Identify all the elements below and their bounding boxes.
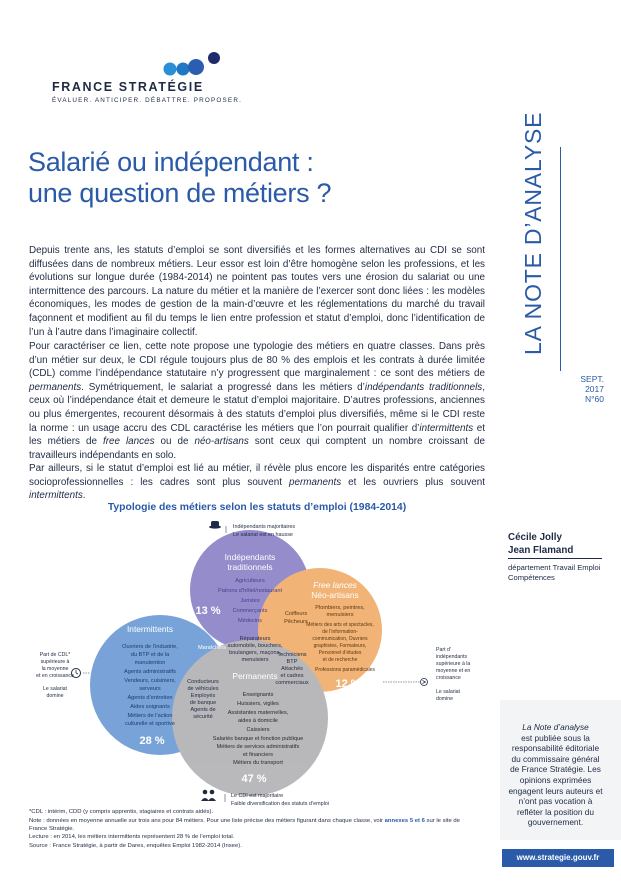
label-freelances-1: Free lances <box>313 580 357 590</box>
job-perm-3: Assistantes maternelles, <box>227 710 289 716</box>
overlap-int-perm-6: sécurité <box>193 714 213 720</box>
overlap-int-perm-3: Employés <box>190 693 216 699</box>
hat-icon <box>209 521 221 529</box>
intro-paragraph-2: Pour caractériser ce lien, cette note propose une typologie des métiers en quatre classes. Dans près d’un métier sur deux, le CDI régule toujours plus de 80 % des emplois et les contrats à durée limitée (CDL) comme l’indépendance statutaire n’y progressent que marginalement : ce sont des métiers de permanents. Symétriquement, le salariat a progressé dans les métiers d’indépendants traditionnels, ceux où l’indépendance était et demeure le statut d’emploi majoritaire. D’autres professions, anciennes ou plus émergentes, recourent désormais à des statuts d’emploi plus diversifiés, même si le CDI reste la norme : un usage accru des CDL caractérise les métiers que l’on pourrait qualifier d’intermittents et les métiers de free lances ou de néo-artisans sont ceux qui comptent un nombre croissant de travailleurs indépendants en solo. <box>29 341 486 461</box>
series-label: LA NOTE D’ANALYSE <box>520 111 546 355</box>
footnote-cdl: *CDL : intérim, CDD (y compris apprentis, stagiaires et contrats aidés). <box>29 809 214 815</box>
title-line-1: Salarié ou indépendant : <box>28 147 314 177</box>
job-free-9: Professions paramédicales <box>314 667 376 673</box>
job-int-8: Aides soignants <box>130 704 170 710</box>
footnote-reading: Lecture : en 2014, les métiers intermittents représentent 28 % de l’emploi total. <box>29 834 235 840</box>
job-perm-9: Métiers du transport <box>233 760 283 766</box>
job-free-7: Personnel d’études <box>318 650 362 656</box>
share-freelances: 12 % <box>335 678 361 690</box>
label-permanents: Permanents <box>232 671 278 681</box>
job-free-8: et de recherche <box>322 657 358 663</box>
job-perm-8: et financiers <box>242 752 274 758</box>
job-ind-4: Commerçants <box>232 608 268 614</box>
legend-free-1: Part d’ <box>436 647 451 653</box>
editorial-note-title: La Note d’analyse <box>522 722 589 732</box>
center-3: boulangers, maçons, <box>229 650 281 656</box>
people-icon <box>201 790 216 801</box>
authors <box>508 532 603 557</box>
website-link[interactable]: www.strategie.gouv.fr <box>502 849 614 867</box>
department-line-1: département Travail Emploi <box>508 563 601 572</box>
footnote-note: Note : données en moyenne annuelle sur trois ans pour 84 métiers. Pour une liste précise des métiers figurant dans chaque classe, voir annexes 5 et 6 sur le site de France Stratégie. <box>29 818 460 833</box>
intro-paragraph-3: Par ailleurs, si le statut d’emploi est lié au métier, il révèle plus encore les disparités entre catégories socioprofessionnelles : les cadres sont plus souvent permanents et les ouvriers plus souvent intermittents. <box>29 463 485 502</box>
job-int-9: Métiers de l’action <box>127 713 173 719</box>
job-perm-7: Métiers de services administratifs <box>216 744 300 750</box>
arrow-icon <box>421 679 428 686</box>
job-perm-5: Caissiers <box>246 727 270 733</box>
legend-int-6: domine <box>46 693 64 699</box>
annexes-link[interactable]: annexes 5 et 6 <box>384 818 425 824</box>
job-perm-6: Salariés banque et fonction publique <box>212 736 304 742</box>
legend-ind-1: Indépendants majoritaires <box>233 524 296 530</box>
legend-free-2: indépendants <box>436 654 468 660</box>
typology-diagram <box>0 515 500 815</box>
issue-month: SEPT. <box>580 374 604 384</box>
logo-dot-1 <box>164 63 177 76</box>
job-perm-2: Huissiers, vigiles <box>237 701 279 707</box>
job-int-7: Agents d’entretien <box>127 695 173 701</box>
share-intermittents: 28 % <box>139 735 165 747</box>
legend-free-7: domine <box>436 696 454 702</box>
job-ind-1: Agriculteurs <box>235 578 265 584</box>
overlap-int-perm-2: de véhicules <box>187 686 219 692</box>
job-perm-1: Enseignants <box>242 692 274 698</box>
job-int-10: culturelle et sportive <box>125 721 175 727</box>
series-rule <box>560 147 561 371</box>
job-int-5: Vendeurs, cuisiniers, <box>124 678 176 684</box>
job-free-2: menuisiers <box>326 612 354 618</box>
intro-paragraph-1: Depuis trente ans, les statuts d’emploi se sont diversifiés et les formes alternatives au CDI se sont diffusées dans de nombreux métiers. Leur essor est loin d’être homogène selon les professions, et les évolutions sur longue durée (1984-2014) ne pointent pas toutes vers une érosion du salariat ou une intermittence des parcours. La nature du métier et la manière de l’exercer sont donc liées : les modèles économiques, les modes de gestion de la main-d’œuvre et les réglementations du marché du travail façonnent et modifient au fil du temps le lien entre profession et statut d’emploi, donc l’identification de l’un à l’autre dans l’imaginaire collectif. <box>29 245 485 338</box>
legend-perm-2: Faible diversification des statuts d’emploi <box>231 801 329 807</box>
legend-ind-2: Le salariat est en hausse <box>233 532 293 538</box>
logo-dot-2 <box>177 63 190 76</box>
job-int-4: Agents administratifs <box>124 669 176 675</box>
center-2: automobile, bouchers, <box>227 643 283 649</box>
job-ind-2: Patrons d’hôtel/restaurant <box>217 588 283 594</box>
legend-int-5: Le salariat <box>43 686 67 692</box>
job-int-6: serveurs <box>139 686 161 692</box>
issue-info <box>566 374 604 404</box>
logo-dot-4 <box>208 52 220 64</box>
label-independants-2: traditionnels <box>227 562 273 572</box>
label-independants-1: Indépendants <box>224 552 276 562</box>
overlap-int-perm-4: de banque <box>189 700 217 706</box>
overlap-ind-free-2: Pêcheurs <box>284 619 308 625</box>
page-title <box>28 147 508 209</box>
legend-int-1: Part de CDL* <box>39 652 71 658</box>
department-line-2: Compétences <box>508 572 555 582</box>
legend-free-5: croissance <box>436 675 461 681</box>
overlap-perm-free-5: commerciaux <box>275 680 309 686</box>
issue-year: 2017 <box>585 384 604 394</box>
label-freelances-2: Néo-artisans <box>311 590 359 600</box>
overlap-perm-free-2: BTP <box>286 659 298 665</box>
editorial-note-text: est publiée sous la responsabilité éditoriale du commissaire général de France Stratégie. Les opinions exprimées engagent leurs auteurs et n’ont pas vocation à refléter la position du gouvernement. <box>508 732 603 828</box>
issue-number: N°60 <box>585 394 604 404</box>
overlap-int-perm-5: Agents de <box>190 707 216 713</box>
diagram-title: Typologie des métiers selon les statuts d’emploi (1984-2014) <box>107 502 407 513</box>
share-independants: 13 % <box>195 605 221 617</box>
job-int-1: Ouvriers de l’industrie, <box>122 644 178 650</box>
legend-int-2: supérieure à <box>40 659 70 665</box>
brand-name: FRANCE STRATÉGIE <box>52 80 204 94</box>
label-intermittents: Intermittents <box>126 624 174 634</box>
job-free-1: Plombiers, peintres, <box>315 605 365 611</box>
brand-tagline: ÉVALUER. ANTICIPER. DÉBATTRE. PROPOSER. <box>52 97 243 104</box>
job-ind-5: Médecins <box>238 618 262 624</box>
department <box>508 563 603 582</box>
job-int-3: manutention <box>134 660 166 666</box>
legend-free-6: Le salariat <box>436 689 460 695</box>
overlap-int-perm-1: Conducteurs <box>187 679 219 685</box>
center-4: menuisiers <box>241 657 269 663</box>
overlap-perm-free-3: Attachés <box>281 666 303 672</box>
job-free-5: communication, Ouvriers <box>312 636 368 642</box>
logo-dot-3 <box>188 59 204 75</box>
center-1: Réparateurs <box>239 636 271 642</box>
job-free-3: Métiers des arts et spectacles, <box>306 622 374 628</box>
share-permanents: 47 % <box>241 773 267 785</box>
overlap-ind-free-1: Coiffeurs <box>284 611 308 617</box>
author-1: Cécile Jolly <box>508 532 562 543</box>
job-perm-4: aides à domicile <box>237 718 279 724</box>
legend-int-4: et en croissance <box>36 673 74 679</box>
legend-free-4: moyenne et en <box>436 668 471 674</box>
title-line-2: une question de métiers ? <box>28 178 332 208</box>
authors-rule <box>508 558 602 559</box>
legend-perm-1: Le CDI est majoritaire <box>231 793 284 799</box>
overlap-int-ind: Maraîchers <box>198 645 226 651</box>
author-2: Jean Flamand <box>508 544 574 556</box>
job-free-4: de l’information- <box>322 629 358 635</box>
job-int-2: du BTP et de la <box>130 652 170 658</box>
legend-int-3: la moyenne <box>41 666 69 672</box>
logo-dots <box>160 47 260 77</box>
footnote-source: Source : France Stratégie, à partir de Dares, enquêtes Emploi 1982-2014 (Insee). <box>29 843 242 849</box>
legend-free-3: supérieure à la <box>436 661 471 667</box>
job-free-6: graphistes, Formateurs, <box>313 643 367 649</box>
overlap-perm-free-1: Techniciens <box>277 652 307 658</box>
job-ind-3: Juristes <box>240 598 260 604</box>
overlap-perm-free-4: et cadres <box>280 673 304 679</box>
editorial-note <box>508 722 603 828</box>
